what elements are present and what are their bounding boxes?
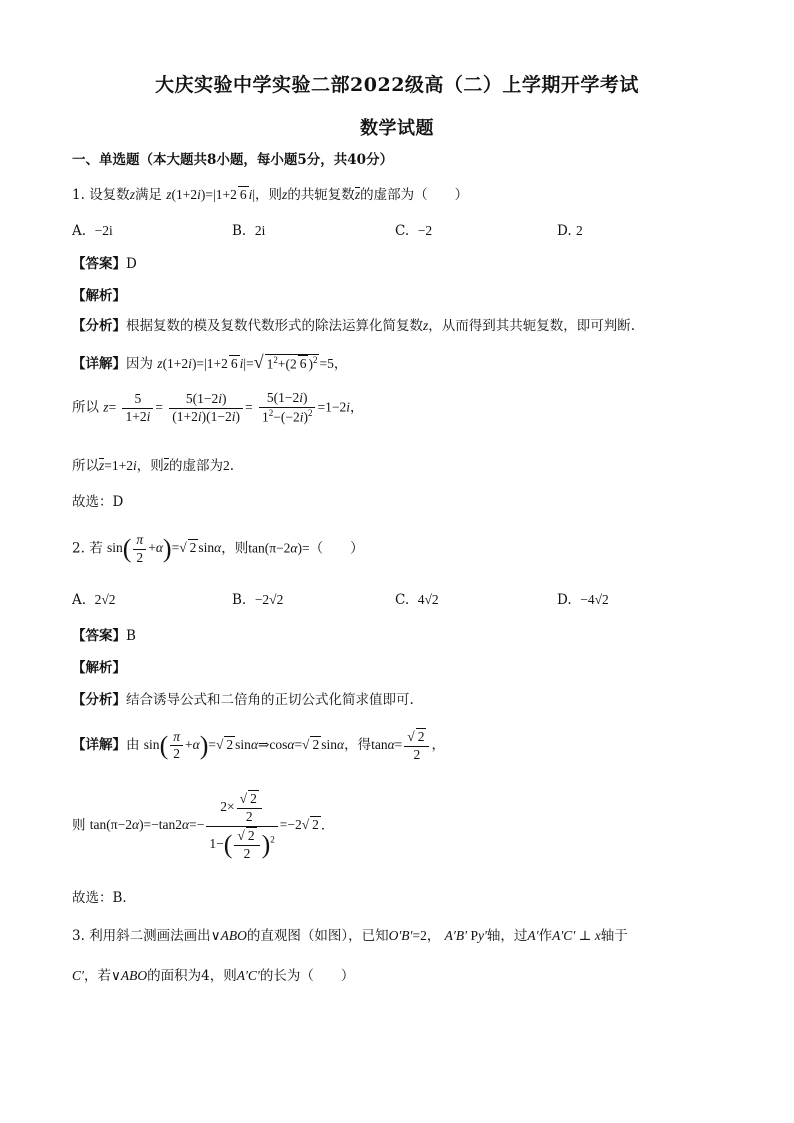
q1-suoyi-2: 所以z=1+2i，则z的虚部为2. bbox=[72, 458, 235, 474]
exam-subtitle: 数学试题 bbox=[360, 118, 434, 139]
q1-analysis-tag: 【解析】 bbox=[72, 288, 126, 304]
q1-stem: 1. 设复数z满足 z(1+2i)=|1+2 6 i|，则z的共轭复数z的虚部为（ ） bbox=[72, 187, 469, 203]
q3-line-2: C′，若∨ABO的面积为4，则A′C′的长为（ ） bbox=[72, 968, 355, 984]
q1-option-b[interactable]: B. 2i bbox=[232, 223, 266, 239]
q2-fenxi: 【分析】结合诱导公式和二倍角的正切公式化简求值即可. bbox=[72, 692, 414, 708]
q1-conclusion: 故选：D bbox=[72, 494, 124, 510]
q2-option-c[interactable]: C. 4√2 bbox=[395, 592, 439, 608]
q1-answer: 【答案】D bbox=[72, 256, 137, 272]
q2-detail: 【详解】由 sin( $\frac{\pi}{2}$ +α)=√ 2 sinα⇒cosα=√ 2 sinα，得tanα= $\frac{√ 2}{2}$ ， bbox=[72, 728, 445, 762]
q1-option-c[interactable]: C. −2 bbox=[395, 223, 433, 239]
q2-answer: 【答案】B bbox=[72, 628, 136, 644]
q1-fenxi: 【分析】根据复数的模及复数代数形式的除法运算化简复数z，从而得到其共轭复数，即可判断. bbox=[72, 318, 636, 334]
q1-option-d[interactable]: D. 2 bbox=[557, 223, 583, 239]
q2-option-d[interactable]: D. −4√2 bbox=[557, 592, 609, 608]
q1-option-a[interactable]: A. −2i bbox=[72, 223, 113, 239]
q2-analysis-tag: 【解析】 bbox=[72, 660, 126, 676]
section-heading: 一、单选题（本大题共8小题，每小题5分，共40分） bbox=[72, 152, 394, 168]
q2-stem: 2. 若 sin( $\frac{\pi}{2}$ +α)=√ 2 sinα，则tan(π−2α)=（ ） bbox=[72, 532, 364, 565]
q2-conclusion: 故选：B． bbox=[72, 890, 136, 906]
q3-line-1: 3. 利用斜二测画法画出∨ABO的直观图（如图），已知O′B′=2， A′B′ Py′轴，过A′作A′C′ ⊥ x轴于 bbox=[72, 928, 628, 944]
q2-ze: 则 tan(π−2α)=−tan2α=− 2× $\frac{√ 2}{2}$ 1−( $\frac{√ 2}{2}$ )$^2$ =−2√ 2 ． bbox=[72, 791, 335, 861]
q1-detail: 【详解】因为 z(1+2i)=|1+2 6 i|=√ $1^2+(2$ 6 )$^2$ =5， bbox=[72, 352, 348, 372]
q2-option-a[interactable]: A. 2√2 bbox=[72, 592, 116, 608]
q1-suoyi-1: 所以 z= $\frac{5}{1+2i}$ = $\frac{5(1-2i)}{(1+2i)(1-2i)}$ = $\frac{5(1-2i)}{1^2-(-2i)^2}$ =1−2i， bbox=[72, 390, 364, 425]
q2-option-b[interactable]: B. −2√2 bbox=[232, 592, 284, 608]
exam-title: 大庆实验中学实验二部2022级高（二）上学期开学考试 bbox=[155, 74, 639, 96]
